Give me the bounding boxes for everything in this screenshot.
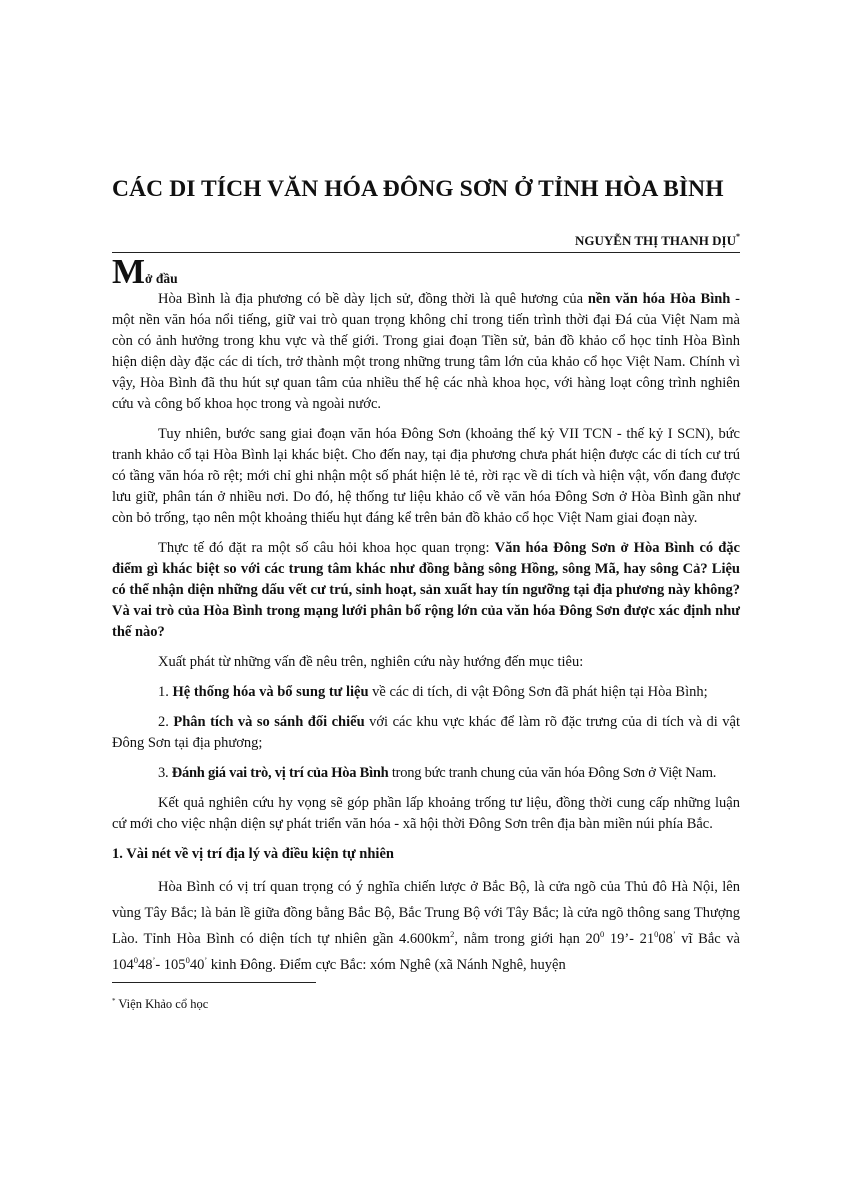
author-name: NGUYỄN THỊ THANH DỊU <box>575 233 736 248</box>
text-run: Thực tế đó đặt ra một số câu hỏi khoa học quan trọng: <box>158 540 495 556</box>
paragraph-2: Tuy nhiên, bước sang giai đoạn văn hóa Đông Sơn (khoảng thế kỷ VII TCN - thế kỷ I SCN), bức tranh khảo cổ tại Hòa Bình lại khác biệt. Cho đến nay, tại địa phương chưa phát hiện được các di tích cư trú có tầng văn hóa rõ rệt; mới chỉ ghi nhận một số phát hiện lẻ tẻ, rời rạc về di tích và hiện vật, vốn đang được lưu giữ, phân tán ở nhiều nơi. Do đó, hệ thống tư liệu khảo cổ về văn hóa Đông Sơn ở Hòa Bình gần như còn bỏ trống, tạo nên một khoảng thiếu hụt đáng kể trên bản đồ khảo cổ học Việt Nam giai đoạn này. <box>112 426 740 526</box>
objective-1 <box>112 682 740 703</box>
text-run: 19’- 21 <box>604 931 655 947</box>
footnote-mark: * <box>112 997 116 1005</box>
text-run: 40 <box>189 957 205 973</box>
text-run: về các di tích, di vật Đông Sơn đã phát hiện tại Hòa Bình; <box>368 684 708 700</box>
paragraph-4: Xuất phát từ những vấn đề nêu trên, nghiên cứu này hướng đến mục tiêu: <box>158 654 584 670</box>
bold-run: Hệ thống hóa và bổ sung tư liệu <box>172 684 369 700</box>
objective-3 <box>112 763 740 784</box>
text-run: , nằm trong giới hạn 20 <box>454 931 600 947</box>
bold-run: Phân tích và so sánh đối chiếu <box>173 714 365 730</box>
text-run: Hòa Bình là địa phương có bề dày lịch sử, đồng thời là quê hương của <box>158 291 588 307</box>
objective-number: 2. <box>158 714 174 730</box>
author-line <box>575 232 740 249</box>
text-run: Hòa Bình có vị trí quan trọng có ý nghĩa chiến lược ở Bắc Bộ, là cửa ngõ của Thủ đô Hà Nội, lên vùng Tây Bắc; là bản lề giữa đồng bằng Bắc Bộ, Bắc Trung Bộ với Tây Bắc; là cửa ngõ thông sang Thượng Lào. Tỉnh Hòa Bình có diện tích tự nhiên gần 4.600km <box>112 879 740 947</box>
objective-number: 1. <box>158 684 173 700</box>
text-run: kinh Đông. Điểm cực Bắc: xóm Nghê (xã Nánh Nghê, huyện <box>207 957 566 973</box>
superscript: ’ <box>672 929 676 939</box>
article-title: CÁC DI TÍCH VĂN HÓA ĐÔNG SƠN Ở TỈNH HÒA BÌNH <box>112 176 724 202</box>
paragraph-1 <box>112 289 740 415</box>
text-run: vĩ Bắc và 104 <box>112 931 740 973</box>
paragraph-geography <box>112 874 740 978</box>
paragraph-3 <box>112 538 740 643</box>
superscript: 2 <box>450 929 455 939</box>
text-run: 48 <box>138 957 153 973</box>
intro-heading <box>112 252 178 291</box>
title-rule <box>112 252 740 253</box>
superscript: 0 <box>654 929 659 939</box>
objective-2 <box>112 712 740 754</box>
text-run: - một nền văn hóa nổi tiếng, giữ vai trò quan trọng không chỉ trong tiến trình thời đại Đá của Việt Nam mà còn có ảnh hưởng trong khu vực và thế giới. Trong giai đoạn Tiền sử, bản đồ khảo cổ học tỉnh Hòa Bình hiện diện dày đặc các di tích, trở thành một trong những trung tâm lớn của khảo cổ học Việt Nam. Chính vì vậy, Hòa Bình đã thu hút sự quan tâm của nhiều thế hệ các nhà khoa học, với hàng loạt công trình nghiên cứu và công bố khoa học trong và ngoài nước. <box>112 291 740 412</box>
objective-number: 3. <box>158 765 172 781</box>
superscript: 0 <box>133 955 138 965</box>
bold-run: Đánh giá vai trò, vị trí của Hòa Bình <box>171 765 389 781</box>
text-run: trong bức tranh chung của văn hóa Đông Sơn ở Việt Nam. <box>388 765 717 781</box>
footnote <box>112 997 208 1012</box>
superscript: 0 <box>185 955 190 965</box>
text-run: 08 <box>658 931 673 947</box>
bold-run: nền văn hóa Hòa Bình <box>587 291 731 307</box>
footnote-text: Viện Khảo cổ học <box>115 997 209 1011</box>
text-run: - 105 <box>155 957 186 973</box>
research-questions: Văn hóa Đông Sơn ở Hòa Bình có đặc điểm gì khác biệt so với các trung tâm khác như đồng bằng sông Hồng, sông Mã, hay sông Cả? Liệu có thể nhận diện những dấu vết cư trú, sinh hoạt, sản xuất hay tín ngưỡng tại địa phương này không? Và vai trò của Hòa Bình trong mạng lưới phân bố rộng lớn của văn hóa Đông Sơn được xác định như thế nào? <box>112 540 740 640</box>
text-run: với các khu vực khác để làm rõ đặc trưng của di tích và di vật Đông Sơn tại địa phương; <box>112 714 740 751</box>
section-1-heading: 1. Vài nét về vị trí địa lý và điều kiện tự nhiên <box>112 846 394 862</box>
paragraph-5: Kết quả nghiên cứu hy vọng sẽ góp phần lấp khoảng trống tư liệu, đồng thời cung cấp những luận cứ mới cho việc nhận diện sự phát triển văn hóa - xã hội thời Đông Sơn trên địa bàn miền núi phía Bắc. <box>112 795 740 832</box>
intro-heading-rest: ở đầu <box>145 271 178 286</box>
superscript: ’ <box>152 955 156 965</box>
author-footnote-mark: * <box>736 232 740 241</box>
superscript: 0 <box>600 929 605 939</box>
intro-dropcap: M <box>112 252 146 291</box>
superscript: ’ <box>204 955 208 965</box>
footnote-rule <box>112 982 316 983</box>
article-body <box>112 289 740 987</box>
